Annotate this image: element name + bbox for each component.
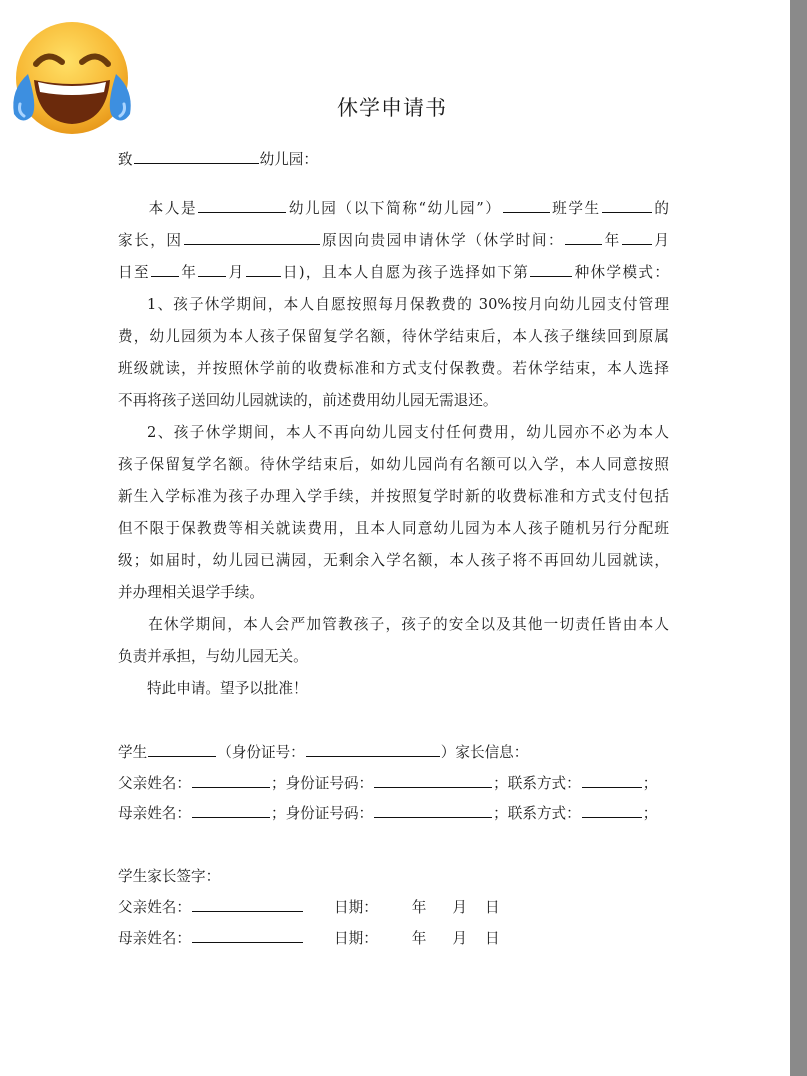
mother-date-line: 日期： 年 月 日 xyxy=(334,930,500,947)
kindergarten-blank xyxy=(134,162,259,164)
mode-2-line-2: 孩子保留复学名额。待休学结束后，如幼儿园尚有名额可以入学，本人同意按照 xyxy=(118,456,669,473)
mode-1-line-1: 1、孩子休学期间，本人自愿按照每月保教费的 30%按月向幼儿园支付管理 xyxy=(147,296,669,313)
mode-2-line-4: 但不限于保教费等相关就读费用，且本人同意幼儿园为本人孩子随机另行分配班 xyxy=(118,520,669,537)
paragraph-1-line-3: 日至 年 月 日)，且本人自愿为孩子选择如下第 种休学模式： xyxy=(118,264,669,281)
responsibility-line-1: 在休学期间，本人会严加管教孩子，孩子的安全以及其他一切责任皆由本人 xyxy=(147,616,669,633)
mode-2-line-6: 并办理相关退学手续。 xyxy=(118,584,264,601)
vertical-scrollbar[interactable] xyxy=(790,0,807,1076)
father-signature-blank xyxy=(192,910,303,912)
mode-2-line-5: 级；如届时，幼儿园已满园，无剩余入学名额，本人孩子将不再回幼儿园就读， xyxy=(118,552,669,569)
mother-contact-blank xyxy=(582,816,642,818)
father-info-line: 父亲姓名： ；身份证号码： ；联系方式： ； xyxy=(118,775,658,792)
student-id-blank xyxy=(306,755,440,757)
student-info-line: 学生 （身份证号： ）家长信息： xyxy=(118,744,529,761)
paragraph-1-line-1: 本人是 幼儿园（以下简称“幼儿园”） 班学生 的 xyxy=(147,200,669,217)
mode-1-line-4: 不再将孩子送回幼儿园就读的，前述费用幼儿园无需退还。 xyxy=(118,392,498,409)
father-date-line: 日期： 年 月 日 xyxy=(334,899,500,916)
mode-2-line-1: 2、孩子休学期间，本人不再向幼儿园支付任何费用，幼儿园亦不必为本人 xyxy=(147,424,669,441)
face-with-tears-of-joy-icon xyxy=(8,18,136,140)
mother-signature-blank xyxy=(192,941,303,943)
father-id-blank xyxy=(374,786,492,788)
mode-1-line-3: 班级就读，并按照休学前的收费标准和方式支付保教费。若休学结束，本人选择 xyxy=(118,360,669,377)
mother-signature-line: 母亲姓名： xyxy=(118,927,304,948)
mother-info-line: 母亲姓名： ；身份证号码： ；联系方式： ； xyxy=(118,805,658,822)
mother-id-blank xyxy=(374,816,492,818)
addressee-line: 致 幼儿园： xyxy=(118,151,318,168)
responsibility-line-2: 负责并承担，与幼儿园无关。 xyxy=(118,648,308,665)
father-name-blank xyxy=(192,786,270,788)
father-signature-line: 父亲姓名： xyxy=(118,896,304,917)
mother-name-blank xyxy=(192,816,270,818)
father-contact-blank xyxy=(582,786,642,788)
closing-line: 特此申请。望予以批准！ xyxy=(147,680,308,697)
student-name-blank xyxy=(148,755,216,757)
mode-2-line-3: 新生入学标准为孩子办理入学手续，并按照复学时新的收费标准和方式支付包括 xyxy=(118,488,669,505)
paragraph-1-line-2: 家长，因 原因向贵园申请休学（休学时间： 年 月 xyxy=(118,232,669,249)
page-title: 休学申请书 xyxy=(337,96,447,120)
signature-heading: 学生家长签字： xyxy=(118,868,221,885)
mode-1-line-2: 费，幼儿园须为本人孩子保留复学名额，待休学结束后，本人孩子继续回到原属 xyxy=(118,328,669,345)
